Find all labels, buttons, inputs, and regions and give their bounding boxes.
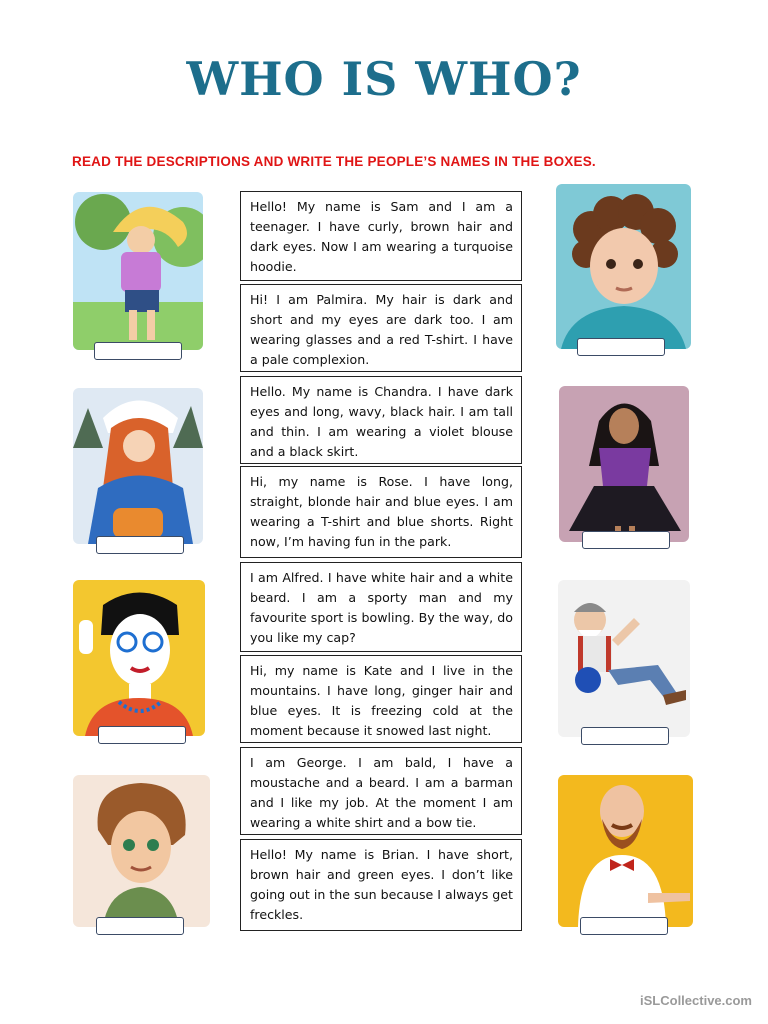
picture-old-man-bowling — [558, 580, 690, 737]
picture-girl-long-black-hair — [559, 386, 689, 542]
picture-bald-barman — [558, 775, 693, 927]
watermark: iSLCollective.com — [640, 993, 752, 1008]
picture-boy-brown-hair — [73, 775, 210, 927]
name-answer-box[interactable] — [581, 727, 669, 745]
picture-ginger-girl — [73, 388, 203, 544]
name-answer-box[interactable] — [577, 338, 665, 356]
name-answer-box[interactable] — [98, 726, 186, 744]
description-box — [240, 562, 522, 652]
description-text: I am George. I am bald, I have a moustache and a beard. I am a barman and I like my job. At the moment I am wearing a white shirt and a bow tie. — [250, 755, 513, 830]
description-box — [240, 466, 522, 558]
instruction-text: READ THE DESCRIPTIONS AND WRITE THE PEOPLE’S NAMES IN THE BOXES. — [72, 154, 596, 169]
worksheet-title: WHO IS WHO? — [186, 52, 582, 106]
description-text: Hello. My name is Chandra. I have dark eyes and long, wavy, black hair. I am tall and thin. I am wearing a violet blouse and a black skirt. — [250, 384, 513, 459]
description-text: Hello! My name is Brian. I have short, brown hair and green eyes. I don’t like going out in the sun because I always get freckles. — [250, 847, 513, 922]
name-answer-box[interactable] — [582, 531, 670, 549]
picture-curly-haired-boy — [556, 184, 691, 349]
description-box — [240, 839, 522, 931]
name-answer-box[interactable] — [94, 342, 182, 360]
picture-woman-with-glasses — [73, 580, 205, 736]
name-answer-box[interactable] — [96, 917, 184, 935]
description-text: Hi, my name is Kate and I live in the mountains. I have long, ginger hair and blue eyes. It is freezing cold at the moment because it snowed last night. — [250, 663, 513, 738]
name-answer-box[interactable] — [96, 536, 184, 554]
name-answer-box[interactable] — [580, 917, 668, 935]
description-box — [240, 284, 522, 372]
description-text: Hi, my name is Rose. I have long, straight, blonde hair and blue eyes. I am wearing a T-shirt and blue shorts. Right now, I’m having fun in the park. — [250, 474, 513, 549]
description-box — [240, 191, 522, 281]
description-text: Hi! I am Palmira. My hair is dark and short and my eyes are dark too. I am wearing glasses and a red T-shirt. I have a pale complexion. — [250, 292, 513, 367]
description-text: I am Alfred. I have white hair and a white beard. I am a sporty man and my favourite sport is bowling. By the way, do you like my cap? — [250, 570, 513, 645]
description-box — [240, 376, 522, 464]
description-box — [240, 655, 522, 743]
picture-blonde-girl — [73, 192, 203, 350]
description-box — [240, 747, 522, 835]
description-text: Hello! My name is Sam and I am a teenager. I have curly, brown hair and dark eyes. Now I am wearing a turquoise hoodie. — [250, 199, 513, 274]
